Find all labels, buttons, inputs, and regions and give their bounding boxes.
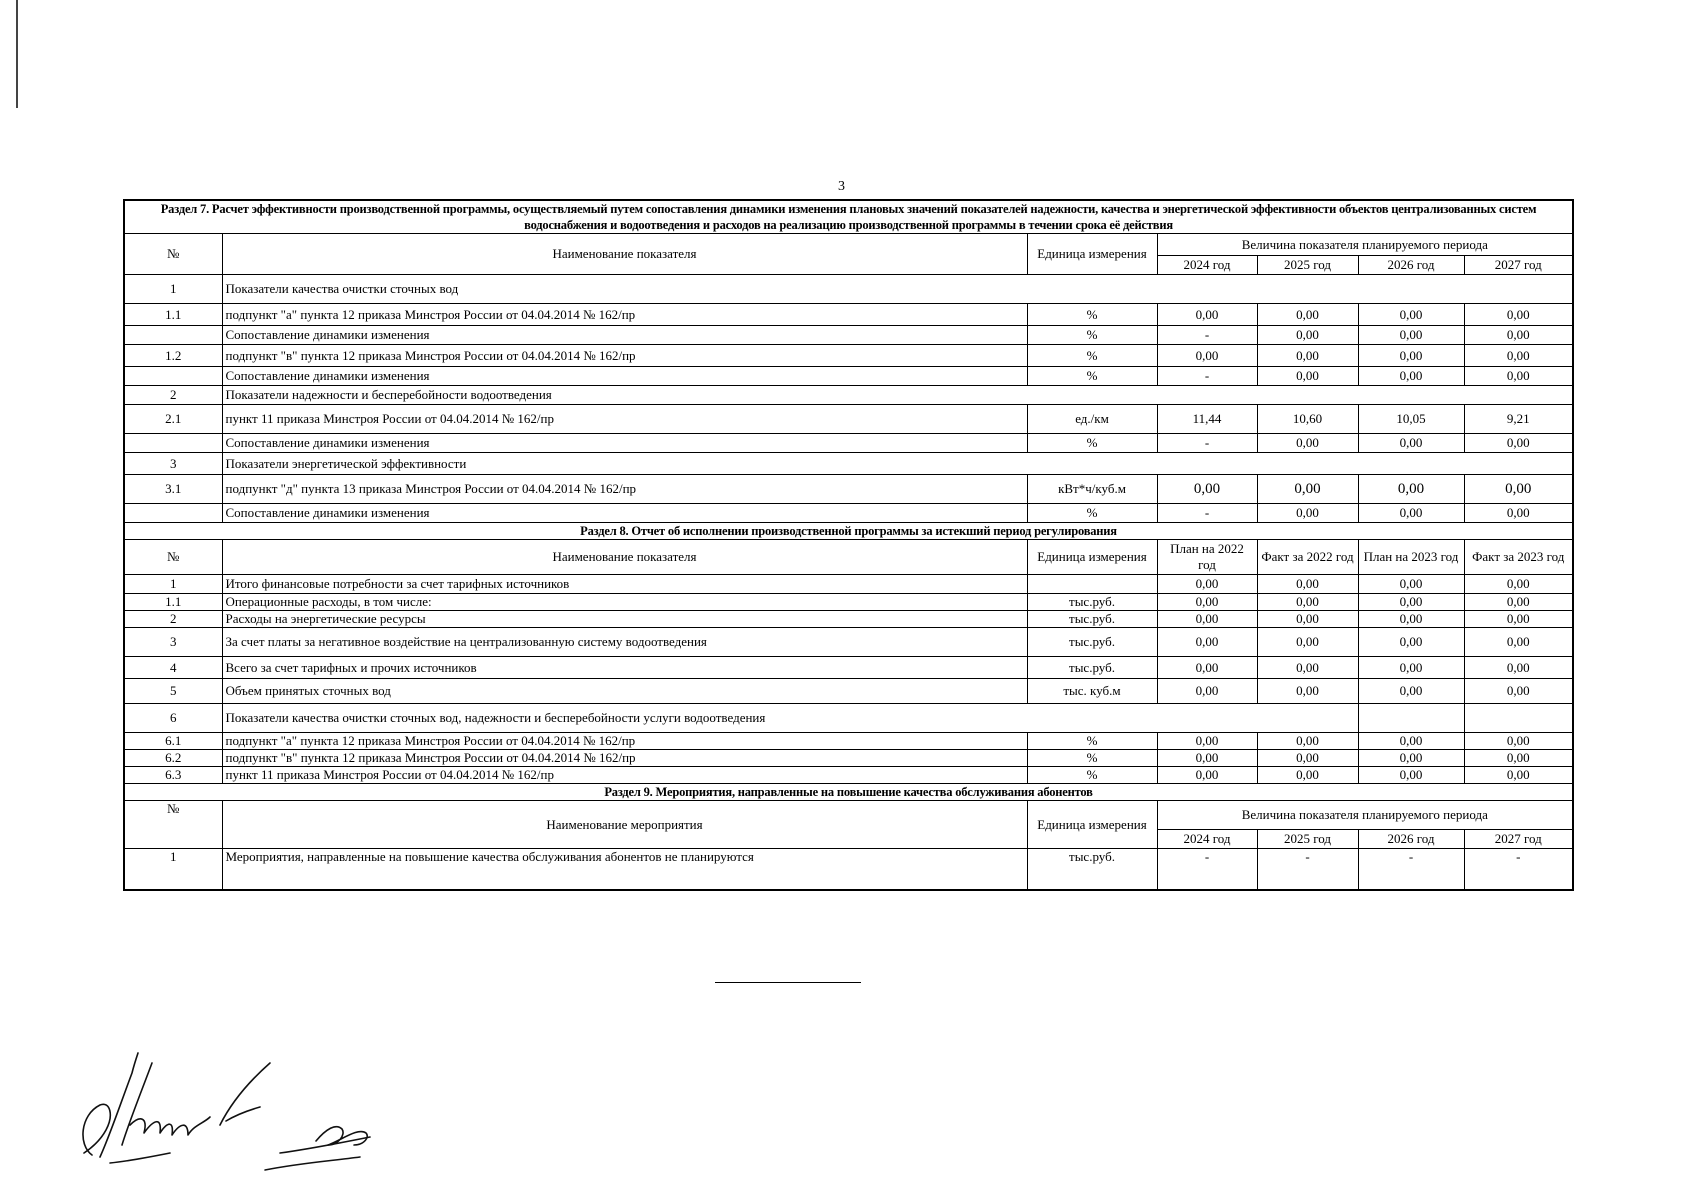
row-name: Объем принятых сточных вод [222, 679, 1027, 704]
row-number: 1 [124, 849, 222, 891]
row-name: Сопоставление динамики изменения [222, 326, 1027, 345]
table-row [124, 345, 1573, 367]
row-number: 1 [124, 275, 222, 304]
row-value: 0,00 [1358, 767, 1464, 784]
table-row [124, 849, 1573, 891]
margin-mark [16, 0, 18, 108]
row-value: 0,00 [1464, 679, 1573, 704]
table-row [124, 475, 1573, 504]
row-value: 0,00 [1157, 679, 1257, 704]
table-row [124, 386, 1573, 405]
table-row [124, 733, 1573, 750]
row-value: 0,00 [1157, 750, 1257, 767]
table-row [124, 657, 1573, 679]
row-number: 3 [124, 628, 222, 657]
row-number [124, 367, 222, 386]
row-value: 0,00 [1157, 611, 1257, 628]
row-number: 1.1 [124, 304, 222, 326]
col-header-year: 2024 год [1157, 830, 1257, 849]
row-value: 0,00 [1257, 679, 1358, 704]
row-value: 9,21 [1464, 405, 1573, 434]
row-unit: тыс.руб. [1027, 628, 1157, 657]
row-value: 0,00 [1464, 504, 1573, 523]
row-value: 0,00 [1157, 594, 1257, 611]
row-value: 0,00 [1257, 304, 1358, 326]
row-value: 0,00 [1257, 326, 1358, 345]
table-row [124, 628, 1573, 657]
row-number: 6.3 [124, 767, 222, 784]
col-header-unit: Единица измерения [1027, 540, 1157, 575]
row-value: 0,00 [1257, 367, 1358, 386]
col-header-period: План на 2022 год [1157, 540, 1257, 575]
row-value: 0,00 [1464, 611, 1573, 628]
col-header-period: Величина показателя планируемого периода [1157, 234, 1573, 256]
col-header-year: 2026 год [1358, 830, 1464, 849]
row-unit: % [1027, 345, 1157, 367]
row-value: 0,00 [1464, 657, 1573, 679]
row-number: 1 [124, 575, 222, 594]
row-number: 4 [124, 657, 222, 679]
table-row [124, 367, 1573, 386]
row-value: 0,00 [1358, 434, 1464, 453]
row-value: 0,00 [1358, 657, 1464, 679]
row-value: 0,00 [1464, 304, 1573, 326]
row-name: Расходы на энергетические ресурсы [222, 611, 1027, 628]
row-value: 0,00 [1157, 345, 1257, 367]
row-unit: % [1027, 504, 1157, 523]
row-number [124, 434, 222, 453]
row-name: подпункт "д" пункта 13 приказа Минстроя России от 04.04.2014 № 162/пр [222, 475, 1027, 504]
row-number: 6 [124, 704, 222, 733]
row-value [1358, 704, 1464, 733]
row-name: пункт 11 приказа Минстроя России от 04.04.2014 № 162/пр [222, 405, 1027, 434]
col-header-year: 2025 год [1257, 830, 1358, 849]
row-value: 10,60 [1257, 405, 1358, 434]
col-header-year: 2027 год [1464, 256, 1573, 275]
col-header-no: № [124, 801, 222, 849]
row-name: подпункт "а" пункта 12 приказа Минстроя России от 04.04.2014 № 162/пр [222, 304, 1027, 326]
row-value: 0,00 [1464, 326, 1573, 345]
row-unit: % [1027, 733, 1157, 750]
col-header-unit: Единица измерения [1027, 234, 1157, 275]
table-row [124, 704, 1573, 733]
table-row [124, 801, 1573, 830]
row-number: 2 [124, 611, 222, 628]
table-row [124, 575, 1573, 594]
row-value: 10,05 [1358, 405, 1464, 434]
section8-title: Раздел 8. Отчет об исполнении производственной программы за истекший период регулирования [124, 523, 1573, 540]
row-value: 0,00 [1257, 594, 1358, 611]
row-name: Сопоставление динамики изменения [222, 504, 1027, 523]
row-value: 11,44 [1157, 405, 1257, 434]
row-unit: тыс.руб. [1027, 657, 1157, 679]
row-number: 1.2 [124, 345, 222, 367]
row-unit: ед./км [1027, 405, 1157, 434]
row-name: подпункт "а" пункта 12 приказа Минстроя России от 04.04.2014 № 162/пр [222, 733, 1027, 750]
row-value: 0,00 [1464, 575, 1573, 594]
row-value: 0,00 [1257, 475, 1358, 504]
row-value: - [1157, 326, 1257, 345]
col-header-period: План на 2023 год [1358, 540, 1464, 575]
row-value: 0,00 [1257, 750, 1358, 767]
row-value: 0,00 [1464, 628, 1573, 657]
table-row [124, 679, 1573, 704]
row-unit: кВт*ч/куб.м [1027, 475, 1157, 504]
row-unit: тыс.руб. [1027, 594, 1157, 611]
row-value: - [1358, 849, 1464, 891]
row-name: Сопоставление динамики изменения [222, 367, 1027, 386]
row-unit: % [1027, 434, 1157, 453]
row-value: 0,00 [1464, 733, 1573, 750]
row-unit: % [1027, 326, 1157, 345]
col-header-no: № [124, 540, 222, 575]
row-value: 0,00 [1358, 326, 1464, 345]
row-value: 0,00 [1358, 304, 1464, 326]
row-value: 0,00 [1358, 504, 1464, 523]
row-value: 0,00 [1157, 304, 1257, 326]
row-value: 0,00 [1157, 575, 1257, 594]
section7-title: Раздел 7. Расчет эффективности производственной программы, осуществляемый путем сопоставления динамики изменения плановых значений показателей надежности, качества и энергетической эффективности объектов централизованных систем водоснабжения и водоотведения и расходов на реализацию производственной программы в течении срока её действия [124, 200, 1573, 234]
row-value: 0,00 [1257, 657, 1358, 679]
table-row [124, 200, 1573, 234]
row-value: - [1157, 367, 1257, 386]
row-number: 6.1 [124, 733, 222, 750]
row-unit: % [1027, 767, 1157, 784]
col-header-year: 2025 год [1257, 256, 1358, 275]
row-value: 0,00 [1157, 657, 1257, 679]
row-number: 5 [124, 679, 222, 704]
row-value: 0,00 [1257, 733, 1358, 750]
col-header-unit: Единица измерения [1027, 801, 1157, 849]
row-value: 0,00 [1157, 628, 1257, 657]
row-group-name: Показатели надежности и бесперебойности водоотведения [222, 386, 1573, 405]
row-value: 0,00 [1464, 767, 1573, 784]
row-number: 1.1 [124, 594, 222, 611]
col-header-year: 2024 год [1157, 256, 1257, 275]
row-group-name: Показатели энергетической эффективности [222, 453, 1573, 475]
row-number: 3.1 [124, 475, 222, 504]
col-header-year: 2026 год [1358, 256, 1464, 275]
row-name: пункт 11 приказа Минстроя России от 04.04.2014 № 162/пр [222, 767, 1027, 784]
col-header-period: Факт за 2022 год [1257, 540, 1358, 575]
row-value: 0,00 [1464, 475, 1573, 504]
row-name: Мероприятия, направленные на повышение качества обслуживания абонентов не планируются [222, 849, 1027, 891]
row-unit: % [1027, 367, 1157, 386]
row-unit [1027, 575, 1157, 594]
row-unit: тыс. куб.м [1027, 679, 1157, 704]
col-header-name: Наименование показателя [222, 234, 1027, 275]
row-value: - [1157, 434, 1257, 453]
report-table [123, 199, 1574, 891]
table-row [124, 234, 1573, 256]
table-row [124, 540, 1573, 575]
row-name: Всего за счет тарифных и прочих источников [222, 657, 1027, 679]
row-value: 0,00 [1358, 594, 1464, 611]
col-header-period: Величина показателя планируемого периода [1157, 801, 1573, 830]
row-value: 0,00 [1257, 767, 1358, 784]
row-value: 0,00 [1157, 733, 1257, 750]
table-row [124, 405, 1573, 434]
row-value: - [1157, 849, 1257, 891]
table-row [124, 523, 1573, 540]
table-row [124, 750, 1573, 767]
row-number: 2.1 [124, 405, 222, 434]
row-name: За счет платы за негативное воздействие на централизованную систему водоотведения [222, 628, 1027, 657]
row-unit: % [1027, 750, 1157, 767]
row-value: 0,00 [1358, 750, 1464, 767]
row-name: подпункт "в" пункта 12 приказа Минстроя России от 04.04.2014 № 162/пр [222, 345, 1027, 367]
row-unit: % [1027, 304, 1157, 326]
row-name: Итого финансовые потребности за счет тарифных источников [222, 575, 1027, 594]
row-value: - [1464, 849, 1573, 891]
row-value: 0,00 [1358, 628, 1464, 657]
row-value: 0,00 [1157, 767, 1257, 784]
row-value: - [1157, 504, 1257, 523]
row-value: 0,00 [1464, 750, 1573, 767]
row-number [124, 504, 222, 523]
table-row [124, 304, 1573, 326]
row-value: 0,00 [1257, 434, 1358, 453]
row-value: 0,00 [1464, 594, 1573, 611]
col-header-year: 2027 год [1464, 830, 1573, 849]
row-group-name: Показатели качества очистки сточных вод, надежности и бесперебойности услуги водоотведения [222, 704, 1358, 733]
row-value: 0,00 [1358, 575, 1464, 594]
section9-title: Раздел 9. Мероприятия, направленные на повышение качества обслуживания абонентов [124, 784, 1573, 801]
row-name: Операционные расходы, в том числе: [222, 594, 1027, 611]
separator-line [715, 982, 861, 983]
table-row [124, 434, 1573, 453]
row-value: 0,00 [1358, 475, 1464, 504]
col-header-name: Наименование мероприятия [222, 801, 1027, 849]
row-unit: тыс.руб. [1027, 849, 1157, 891]
col-header-no: № [124, 234, 222, 275]
row-value: 0,00 [1358, 679, 1464, 704]
row-value [1464, 704, 1573, 733]
row-number [124, 326, 222, 345]
row-name: Сопоставление динамики изменения [222, 434, 1027, 453]
col-header-period: Факт за 2023 год [1464, 540, 1573, 575]
row-name: подпункт "в" пункта 12 приказа Минстроя России от 04.04.2014 № 162/пр [222, 750, 1027, 767]
row-number: 2 [124, 386, 222, 405]
page-number: 3 [838, 179, 845, 194]
row-value: 0,00 [1257, 575, 1358, 594]
row-value: 0,00 [1358, 611, 1464, 628]
row-value: - [1257, 849, 1358, 891]
table-row [124, 594, 1573, 611]
row-value: 0,00 [1358, 345, 1464, 367]
row-value: 0,00 [1257, 628, 1358, 657]
col-header-name: Наименование показателя [222, 540, 1027, 575]
table-row [124, 275, 1573, 304]
row-value: 0,00 [1257, 504, 1358, 523]
row-group-name: Показатели качества очистки сточных вод [222, 275, 1573, 304]
table-row [124, 453, 1573, 475]
row-number: 6.2 [124, 750, 222, 767]
row-value: 0,00 [1464, 434, 1573, 453]
row-number: 3 [124, 453, 222, 475]
row-unit: тыс.руб. [1027, 611, 1157, 628]
row-value: 0,00 [1358, 367, 1464, 386]
table-row [124, 504, 1573, 523]
row-value: 0,00 [1157, 475, 1257, 504]
row-value: 0,00 [1257, 611, 1358, 628]
signature [70, 1045, 410, 1185]
table-row [124, 784, 1573, 801]
row-value: 0,00 [1257, 345, 1358, 367]
table-row [124, 767, 1573, 784]
row-value: 0,00 [1358, 733, 1464, 750]
table-row [124, 611, 1573, 628]
row-value: 0,00 [1464, 367, 1573, 386]
table-row [124, 326, 1573, 345]
row-value: 0,00 [1464, 345, 1573, 367]
